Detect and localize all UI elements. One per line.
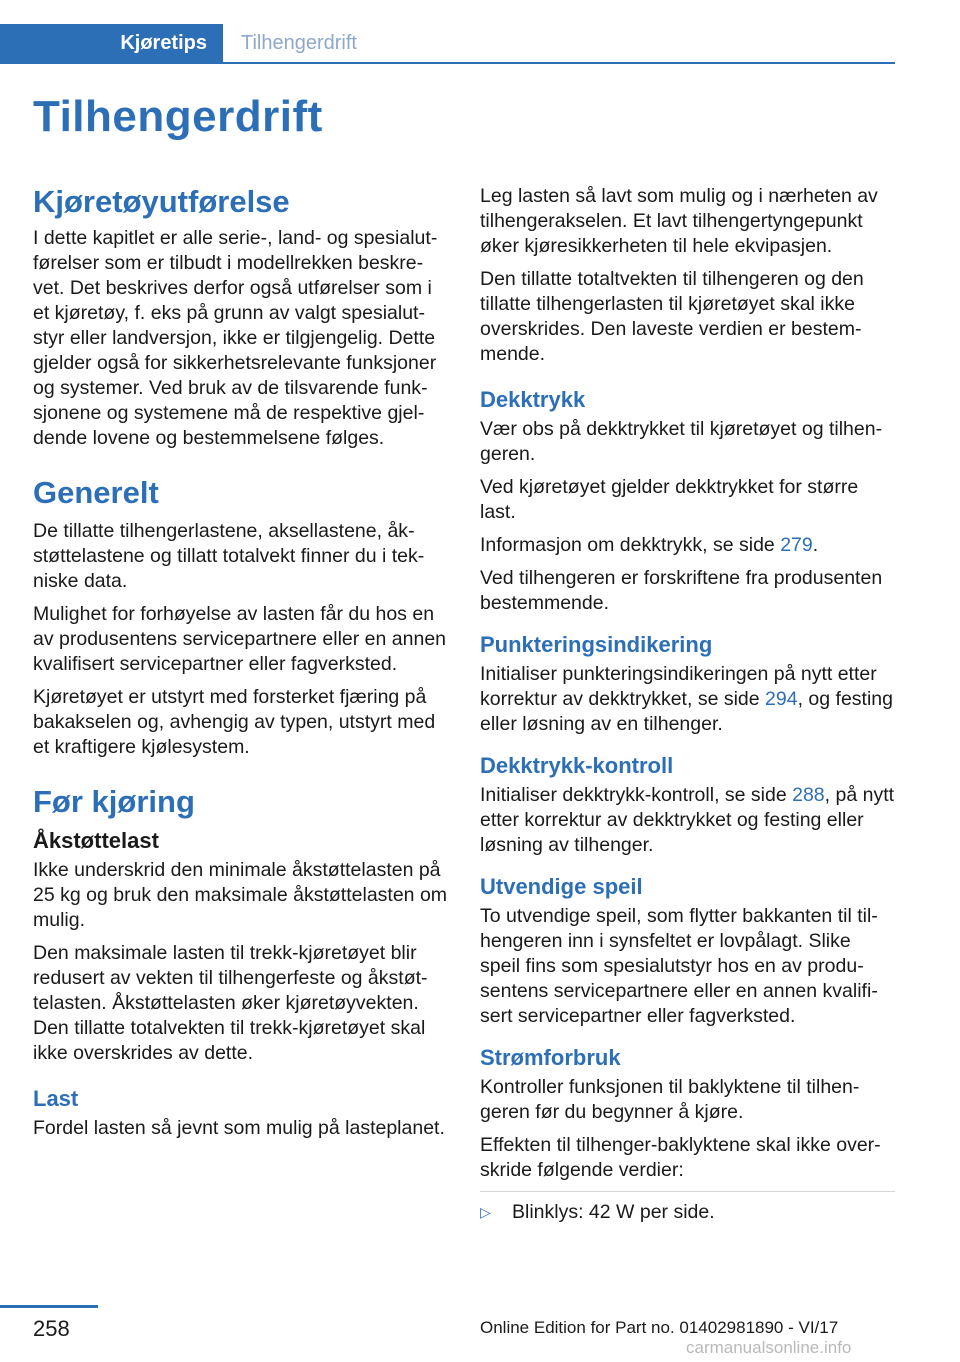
page-header bbox=[0, 24, 895, 64]
section-tab-tilhengerdrift[interactable]: Tilhengerdrift bbox=[241, 32, 357, 54]
edition-note: Online Edition for Part no. 01402981890 - VI/17 bbox=[480, 1318, 839, 1337]
heading-dekktrykk: Dekktrykk bbox=[480, 387, 586, 412]
paragraph bbox=[480, 783, 895, 858]
left-column bbox=[33, 184, 448, 1149]
right-column bbox=[480, 184, 895, 1225]
footer-rule bbox=[0, 1305, 98, 1308]
page-title: Tilhengerdrift bbox=[33, 92, 323, 141]
heading-dekktrykk-kontroll: Dekktrykk-kontroll bbox=[480, 753, 674, 778]
paragraph bbox=[480, 662, 895, 737]
paragraph: Ved tilhengeren er forskriftene fra produsenten bestemmende. bbox=[480, 567, 883, 614]
triangle-right-icon: ▷ bbox=[480, 1204, 491, 1220]
list-item bbox=[480, 1191, 895, 1225]
watermark: carmanualsonline.info bbox=[686, 1338, 852, 1357]
heading-for-kjoring: Før kjøring bbox=[33, 784, 195, 819]
list-item-text: Blinklys: 42 W per side. bbox=[512, 1201, 715, 1223]
paragraph: To utvendige speil, som flytter bakkanten til tilhengeren inn i synsfeltet er lovpålagt. Slike speil fins som spesialutstyr hos en av produsentens servicepartnere eller en annen kvalifisert servicepartner eller fagverksted. bbox=[480, 905, 878, 1027]
page-link-279[interactable]: 279 bbox=[780, 534, 813, 556]
paragraph: Ikke underskrid den minimale åkstøttelasten på 25 kg og bruk den maksimale åkstøttelasten om mulig. bbox=[33, 859, 448, 931]
heading-akstottelast: Åkstøttelast bbox=[33, 828, 159, 853]
text: Initialiser punkteringsindikeringen på nytt etter korrektur av dekktrykket, se side bbox=[480, 663, 877, 710]
paragraph: Den maksimale lasten til trekk-kjøretøyet blir redusert av vekten til tilhengerfeste og åkstøttelasten. Åkstøttelasten øker kjøretøyvekten. Den tillatte totalvekten til trekk-kjøretøyet skal ikke overskrides av dette. bbox=[33, 942, 428, 1064]
paragraph: Vær obs på dekktrykket til kjøretøyet og tilhengeren. bbox=[480, 418, 883, 465]
heading-last: Last bbox=[33, 1086, 79, 1111]
paragraph: I dette kapitlet er alle serie-, land- og spesialutførelser som er tilbudt i modellrekken beskrevet. Det beskrives derfor også utførelser som i et kjøretøy, f. eks på grunn av valgt spesialutstyr eller landversjon, ikke er tilgjengelig. Dette gjelder også for sikkerhetsrelevante funksjoner og systemer. Ved bruk av de tilsvarende funksjonene og systemene må de respektive gjeldende lovene og bestemmelsene følges. bbox=[33, 227, 438, 449]
paragraph: Effekten til tilhenger-baklyktene skal ikke overskride følgende verdier: bbox=[480, 1134, 881, 1181]
heading-generelt: Generelt bbox=[33, 475, 159, 510]
paragraph: Den tillatte totaltvekten til tilhengeren og den tillatte tilhengerlasten til kjøretøyet skal ikke overskrides. Den laveste verdien er bestemmende. bbox=[480, 268, 864, 365]
paragraph: Leg lasten så lavt som mulig og i nærheten av tilhengerakselen. Et lavt tilhengertyngepunkt øker kjøresikkerheten til hele ekvipasjen. bbox=[480, 185, 878, 257]
paragraph: Kontroller funksjonen til baklyktene til tilhengeren før du begynner å kjøre. bbox=[480, 1076, 860, 1123]
text: . bbox=[812, 534, 819, 556]
text: , på nytt etter korrektur av dekktrykket og festing eller løsning av tilhenger. bbox=[480, 784, 895, 856]
text: Initialiser dekktrykk-kontroll, se side bbox=[480, 784, 793, 806]
paragraph: Kjøretøyet er utstyrt med forsterket fjæring på bakakselen og, avhengig av typen, utstyrt med et kraftigere kjølesystem. bbox=[33, 686, 436, 758]
paragraph: Ved kjøretøyet gjelder dekktrykket for større last. bbox=[480, 476, 859, 523]
section-tab-kjoretips[interactable]: Kjøretips bbox=[0, 24, 223, 62]
heading-kjoretoyutforelse: Kjøretøyutførelse bbox=[33, 184, 290, 219]
paragraph: Mulighet for forhøyelse av lasten får du hos en av produsentens servicepartnere eller en annen kvalifisert servicepartner eller fagverksted. bbox=[33, 603, 447, 675]
heading-punkteringsindikering: Punkteringsindikering bbox=[480, 632, 713, 657]
paragraph bbox=[480, 533, 895, 558]
heading-utvendige-speil: Utvendige speil bbox=[480, 874, 643, 899]
paragraph: Fordel lasten så jevnt som mulig på lasteplanet. bbox=[33, 1117, 445, 1139]
page-number: 258 bbox=[33, 1316, 70, 1341]
text: , og festing eller løsning av en tilhenger. bbox=[480, 688, 893, 735]
page-link-288[interactable]: 288 bbox=[792, 784, 825, 806]
paragraph: De tillatte tilhengerlastene, aksellastene, åkstøttelastene og tillatt totalvekt finner du i tekniske data. bbox=[33, 520, 425, 592]
page-link-294[interactable]: 294 bbox=[765, 688, 798, 710]
text: Informasjon om dekktrykk, se side bbox=[480, 534, 781, 556]
heading-stromforbruk: Strømforbruk bbox=[480, 1045, 621, 1070]
